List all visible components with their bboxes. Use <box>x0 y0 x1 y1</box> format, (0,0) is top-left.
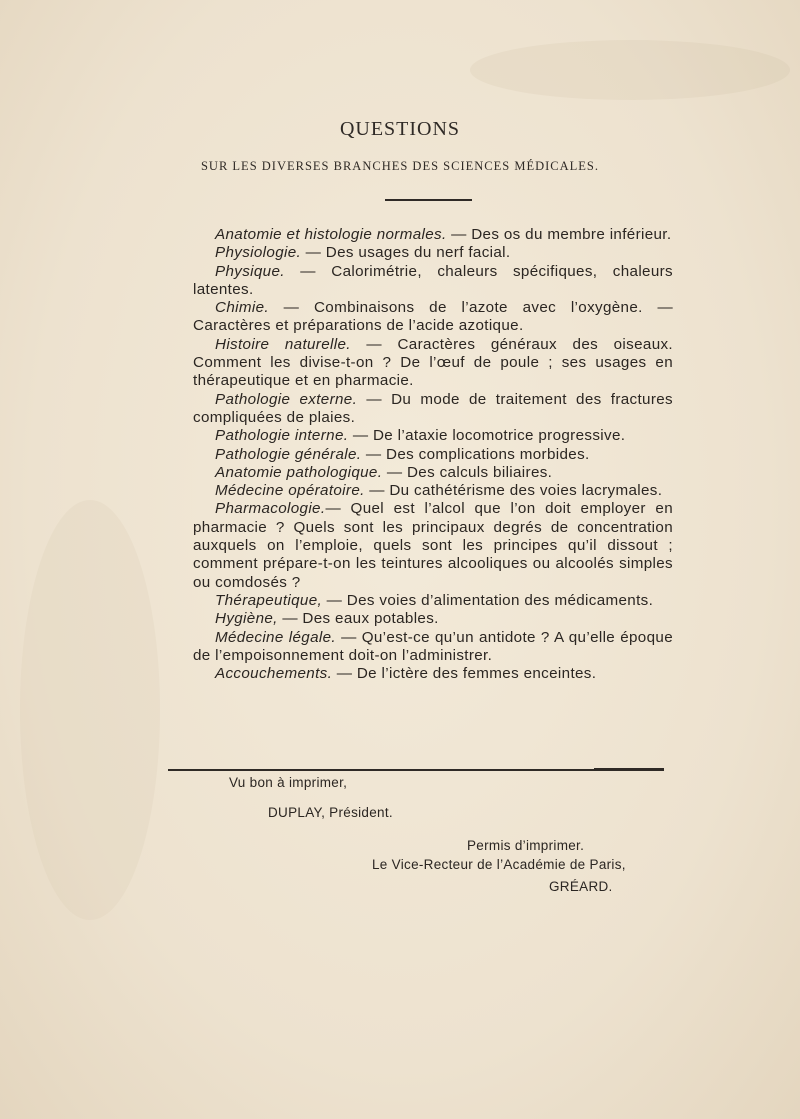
question-subject: Physique. <box>215 262 285 280</box>
approval-line: Vu bon à imprimer, <box>229 775 348 790</box>
question-subject: Physiologie. <box>215 244 302 262</box>
question-subject: Thérapeutique, <box>215 591 323 609</box>
paper-stain <box>20 500 160 920</box>
page-subtitle: SUR LES DIVERSES BRANCHES DES SCIENCES MÉDICALES. <box>200 159 599 173</box>
question-subject: Pharmacologie. <box>215 500 326 518</box>
question-entry <box>193 482 673 500</box>
question-subject: Anatomie pathologique. <box>215 463 383 481</box>
question-subject: Accouchements. <box>215 665 333 683</box>
question-subject: Médecine légale. <box>215 628 336 646</box>
question-entry <box>193 427 673 445</box>
question-text: — Des calculs biliaires. <box>382 463 553 481</box>
question-entry <box>193 391 673 428</box>
question-text: — Quel est l’alcol que l’on doit employer en pharmacie ? Quels sont les principaux degrés de concentration auxquels on l’emploie, quels sont les principes qu’il dissout ; comment prépare-t-on les teintures alcooliques ou alcoolés simples ou comdosés ? <box>193 500 673 591</box>
question-subject: Médecine opératoire. <box>215 482 365 500</box>
permit-signature: GRÉARD. <box>549 879 613 894</box>
question-text: — Des voies d’alimentation des médicaments. <box>322 591 654 609</box>
question-text: — De l’ictère des femmes enceintes. <box>332 665 597 683</box>
paper-stain <box>470 40 790 100</box>
question-subject: Pathologie interne. <box>215 427 349 445</box>
question-entry <box>193 226 673 244</box>
question-text: — Des os du membre inférieur. <box>446 226 672 243</box>
question-entry <box>193 629 673 666</box>
permit-authority: Le Vice-Recteur de l’Académie de Paris, <box>372 857 626 872</box>
question-subject: Histoire naturelle. <box>215 335 351 353</box>
question-entry <box>193 592 673 610</box>
question-entry <box>193 299 673 336</box>
question-entry <box>193 665 673 683</box>
question-subject: Pathologie externe. <box>215 390 358 408</box>
question-subject: Pathologie générale. <box>215 445 362 463</box>
question-entry <box>193 446 673 464</box>
question-entry <box>193 336 673 391</box>
question-entry <box>193 610 673 628</box>
question-entry <box>193 500 673 591</box>
question-text: — Des usages du nerf facial. <box>301 244 511 262</box>
title-divider <box>385 199 472 201</box>
question-text: — Combinaisons de l’azote avec l’oxygène. — Caractères et préparations de l’acide azotique. <box>193 299 673 335</box>
question-text: — Des eaux potables. <box>277 610 439 628</box>
approval-signature: DUPLAY, Président. <box>268 805 393 820</box>
question-text: — Qu’est-ce qu’un antidote ? A qu’elle époque de l’empoisonnement doit-on l’administrer. <box>193 628 673 664</box>
question-text: — Calorimétrie, chaleurs spécifiques, chaleurs latentes. <box>193 262 673 298</box>
question-entry <box>193 244 673 262</box>
page-title: QUESTIONS <box>339 118 461 140</box>
question-entry <box>193 263 673 300</box>
question-text: — Du cathétérisme des voies lacrymales. <box>364 482 663 500</box>
question-text: — Du mode de traitement des fractures compliquées de plaies. <box>193 390 673 426</box>
question-subject: Chimie. <box>215 299 269 317</box>
footer-divider <box>168 769 664 771</box>
question-entry <box>193 464 673 482</box>
question-subject: Anatomie et histologie normales. <box>215 226 447 243</box>
question-text: — De l’ataxie locomotrice progressive. <box>348 427 626 445</box>
question-subject: Hygiène, <box>215 610 278 628</box>
question-text: — Des complications morbides. <box>361 445 590 463</box>
questions-list <box>193 226 673 683</box>
footer-divider-thick <box>594 768 664 771</box>
question-text: — Caractères généraux des oiseaux. Comment les divise-t-on ? De l’œuf de poule ; ses usages en thérapeutique et en pharmacie. <box>193 335 673 390</box>
permit-line: Permis d’imprimer. <box>467 838 585 853</box>
